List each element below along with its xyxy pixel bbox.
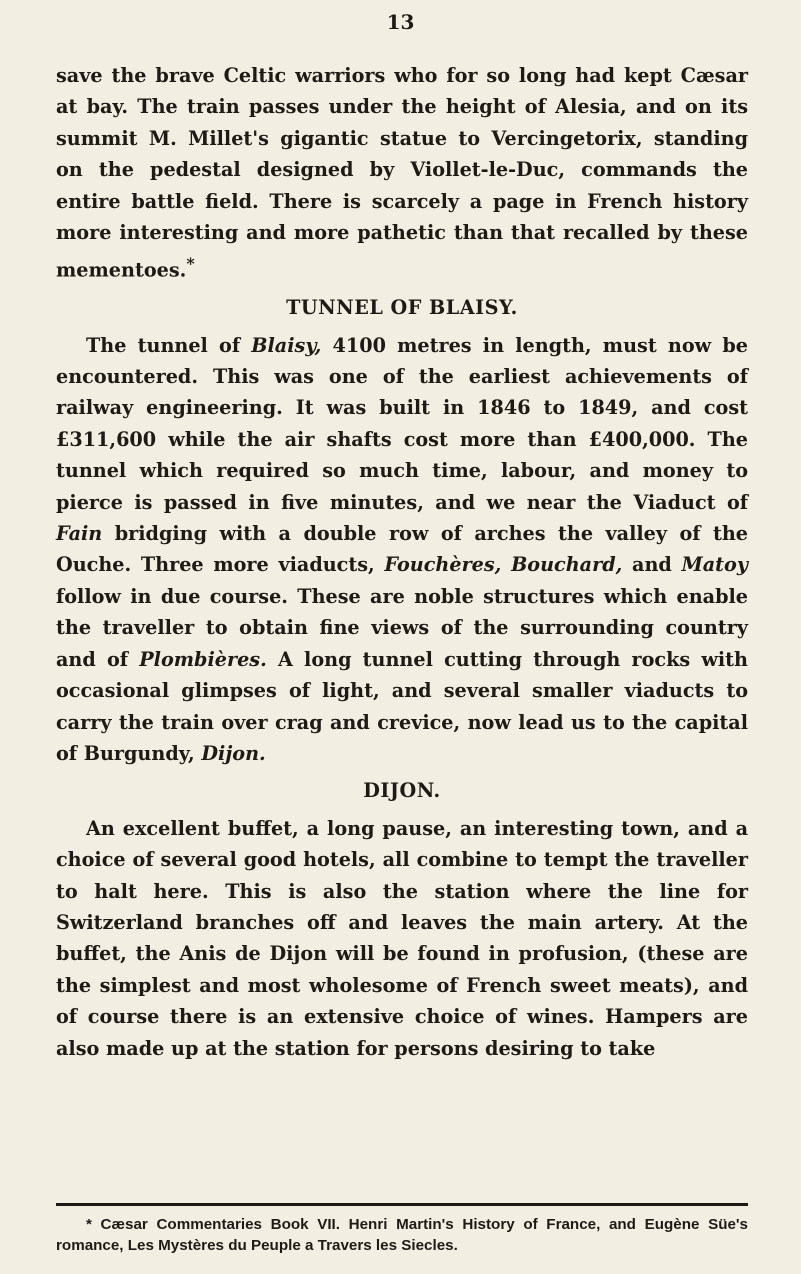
footnote-reference: * bbox=[186, 254, 195, 274]
paragraph-tunnel-text-5: follow in due course. These are noble structures which enable the traveller to obtain fine views of the surrounding country and of bbox=[56, 584, 748, 671]
place-name-fain: Fain bbox=[56, 522, 103, 546]
main-text bbox=[56, 60, 748, 1064]
paragraph-dijon: An excellent buffet, a long pause, an interesting town, and a choice of several good hotels, all combine to tempt the traveller to halt here. This is also the station where the line for Switzerland branches off and leaves the main artery. At the buffet, the Anis de Dijon will be found in profusion, (these are the simplest and most wholesome of French sweet meats), and of course there is an extensive choice of wines. Hampers are also made up at the station for persons desiring to take bbox=[56, 816, 748, 1060]
paragraph-tunnel-text-6: A long tunnel cutting through rocks with occasional glimpses of light, and several smaller viaducts to carry the train over crag and crevice, now lead us to the capital of Burgundy, bbox=[56, 647, 748, 765]
page-number: 13 bbox=[386, 10, 415, 34]
place-name-matoy: Matoy bbox=[681, 553, 748, 577]
paragraph-tunnel-text-4: and bbox=[622, 553, 682, 577]
place-name-blaisy: Blaisy, bbox=[251, 333, 322, 357]
heading-dijon: DIJON. bbox=[363, 779, 441, 803]
footnote-text: * Cæsar Commentaries Book VII. Henri Martin's History of France, and Eugène Süe's romance, Les Mystères du Peuple a Travers les Siecles. bbox=[56, 1216, 748, 1254]
paragraph-tunnel-text-2: 4100 metres in length, must now be encountered. This was one of the earliest achievements of railway engineering. It was built in 1846 to 1849, and cost £311,600 while the air shafts cost more than £400,000. The tunnel which required so much time, labour, and money to pierce is passed in five minutes, and we near the Viaduct of bbox=[56, 333, 748, 514]
paragraph-alesia bbox=[56, 60, 748, 286]
place-names-viaducts: Fouchères, Bouchard, bbox=[384, 553, 623, 577]
heading-tunnel-of-blaisy: TUNNEL OF BLAISY. bbox=[286, 296, 518, 320]
paragraph-alesia-text: save the brave Celtic warriors who for so long had kept Cæsar at bay. The train passes under the height of Alesia, and on its summit M. Millet's gigantic statue to Vercingetorix, standing on the pedestal designed by Viollet-le-Duc, commands the entire battle field. There is scarcely a page in French history more interesting and more pathetic than that recalled by these mementoes. bbox=[56, 64, 748, 282]
place-name-dijon: Dijon. bbox=[201, 741, 266, 765]
paragraph-tunnel-text-3: bridging with a double row of arches the valley of the Ouche. Three more viaducts, bbox=[56, 522, 748, 577]
place-name-plombieres: Plombières. bbox=[139, 647, 267, 671]
paragraph-tunnel-text-1: The tunnel of bbox=[86, 333, 252, 357]
footnote bbox=[56, 1214, 748, 1256]
footnote-divider bbox=[56, 1203, 748, 1206]
paragraph-tunnel bbox=[56, 330, 748, 770]
